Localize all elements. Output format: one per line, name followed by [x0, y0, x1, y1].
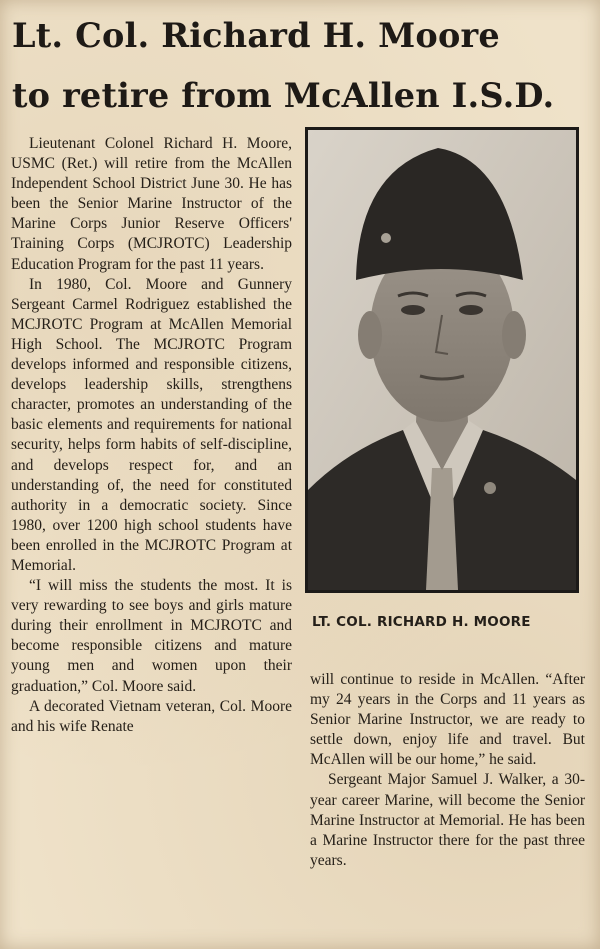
headline-line-1: Lt. Col. Richard H. Moore: [12, 16, 500, 55]
article-paragraph: Lieutenant Colonel Richard H. Moore, USMC (Ret.) will retire from the McAllen Independent School District June 30. He has been the Senior Marine Instructor of the Marine Corps Junior Reserve Officers' Training Corps (MCJROTC) Leadership Education Program for the past 11 years.: [11, 135, 292, 273]
article-paragraph: will continue to reside in McAllen. “After my 24 years in the Corps and 11 years as Senior Marine Instructor, we are ready to settle down, enjoy life and travel. But McAllen will be our home,” he said.: [310, 671, 585, 769]
headline: [12, 6, 597, 126]
article-paragraph: In 1980, Col. Moore and Gunnery Sergeant Carmel Rodriguez established the MCJROTC Program at McAllen Memorial High School. The MCJROTC Program develops informed and responsible citizens, develops leadership skills, strengthens character, promotes an understanding of the basic elements and requirements for national security, helps form habits of self-discipline, and develops respect for, and an understanding of, the need for constituted authority in a democratic society. Since 1980, over 1200 high school students have been enrolled in the MCJROTC Program at Memorial.: [11, 275, 292, 574]
portrait-photo: [308, 130, 576, 590]
photo-caption: LT. COL. RICHARD H. MOORE: [312, 614, 531, 630]
article-paragraph: “I will miss the students the most. It is very rewarding to see boys and girls mature during their enrollment in MCJROTC and become responsible citizens and mature young men and women upon their graduation,” Col. Moore said.: [11, 577, 292, 695]
article-paragraph: A decorated Vietnam veteran, Col. Moore and his wife Renate: [11, 697, 292, 735]
portrait-photo-frame: [305, 127, 579, 593]
article-column-right: [310, 670, 585, 871]
article-column-left: [11, 134, 292, 737]
article-paragraph: Sergeant Major Samuel J. Walker, a 30-year career Marine, will become the Senior Marine Instructor at Memorial. He has been a Marine Instructor there for the past three years.: [310, 771, 585, 869]
headline-line-2: to retire from McAllen I.S.D.: [12, 76, 555, 115]
